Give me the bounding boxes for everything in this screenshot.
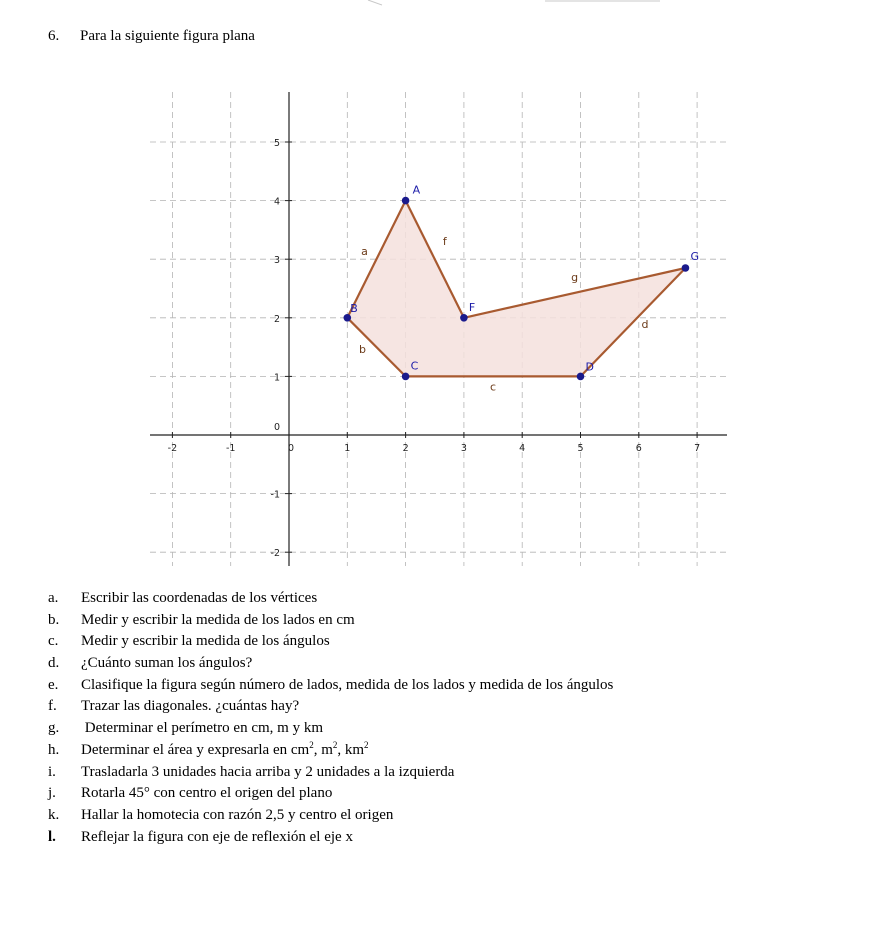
task-text: , km xyxy=(337,741,365,758)
point-label-F: F xyxy=(468,300,476,314)
task-superscript: 2 xyxy=(332,739,338,750)
task-text: Rotarla 45° con centro el origen del plano xyxy=(81,785,333,802)
task-item xyxy=(48,783,613,805)
task-text: Medir y escribir la medida de los lados en cm xyxy=(81,611,355,628)
task-superscript: 2 xyxy=(309,739,314,750)
y-tick-label: -1 xyxy=(270,489,280,501)
y-tick-label: 1 xyxy=(273,372,280,384)
question-prompt: Para la siguiente figura plana xyxy=(80,28,255,44)
segment-label-d: d xyxy=(641,318,649,332)
x-tick-label: 1 xyxy=(344,443,351,454)
task-letter: a. xyxy=(48,590,59,606)
task-text: ¿Cuánto suman los ángulos? xyxy=(81,655,253,672)
point-label-D: D xyxy=(585,360,594,374)
task-text: Reflejar la figura con eje de reflexión el eje x xyxy=(81,828,353,845)
task-text: Trasladarla 3 unidades hacia arriba y 2 unidades a la izquierda xyxy=(81,763,455,780)
y-tick-label: 4 xyxy=(273,196,280,208)
x-tick-label: -1 xyxy=(225,443,236,454)
segment-label-g: g xyxy=(571,270,579,284)
task-list xyxy=(48,588,613,848)
point-B xyxy=(344,314,352,322)
task-item xyxy=(48,827,613,849)
segment-label-f: f xyxy=(442,235,447,249)
x-tick-label: 0 xyxy=(287,443,295,454)
point-D xyxy=(577,373,585,381)
task-letter: k. xyxy=(48,806,60,823)
task-item xyxy=(48,588,613,610)
task-text: , m xyxy=(313,741,333,758)
x-tick-label: 4 xyxy=(519,443,526,454)
task-letter: d. xyxy=(48,655,60,672)
point-G xyxy=(682,264,690,272)
task-letter: j. xyxy=(48,785,56,802)
task-letter: c. xyxy=(48,633,59,650)
x-tick-label: 3 xyxy=(460,443,467,454)
task-letter: l. xyxy=(48,828,56,845)
task-text: Medir y escribir la medida de los ángulos xyxy=(81,633,330,650)
task-letter: h. xyxy=(48,741,60,758)
segment-label-a: a xyxy=(361,245,368,259)
task-item xyxy=(48,805,613,827)
task-item xyxy=(48,653,613,675)
polygon-fill xyxy=(347,201,685,377)
task-letter: i. xyxy=(48,763,56,780)
point-F xyxy=(460,314,468,322)
task-item xyxy=(48,696,613,718)
x-tick-label: 6 xyxy=(635,443,642,454)
point-A xyxy=(402,197,410,205)
segment-label-b: b xyxy=(358,343,366,357)
task-item xyxy=(48,740,613,762)
point-label-A: A xyxy=(412,183,421,197)
task-item xyxy=(48,762,613,784)
segment-label-c: c xyxy=(490,380,497,394)
y-tick-label: 2 xyxy=(273,313,280,325)
task-letter: f. xyxy=(48,698,57,715)
y-tick-label: 3 xyxy=(273,255,280,267)
y-tick-label: -2 xyxy=(270,548,280,560)
point-label-G: G xyxy=(690,249,699,263)
task-text: Escribir las coordenadas de los vértices xyxy=(81,590,318,606)
x-tick-label: -2 xyxy=(167,443,178,454)
point-C xyxy=(402,373,410,381)
task-item xyxy=(48,718,613,740)
task-text: Clasifique la figura según número de lados, medida de los lados y medida de los ángulos xyxy=(81,676,614,693)
task-item xyxy=(48,610,613,632)
task-text: Determinar el área y expresarla en cm xyxy=(81,741,310,758)
point-label-C: C xyxy=(410,359,419,373)
x-tick-label: 2 xyxy=(402,443,409,454)
task-letter: e. xyxy=(48,676,59,693)
task-text: Hallar la homotecia con razón 2,5 y centro el origen xyxy=(81,806,394,823)
y-tick-label: 0 xyxy=(273,422,280,433)
task-item xyxy=(48,675,613,697)
task-letter: b. xyxy=(48,611,60,628)
task-letter: g. xyxy=(48,720,60,737)
point-label-B: B xyxy=(350,301,358,315)
task-text: Determinar el perímetro en cm, m y km xyxy=(81,720,323,737)
x-tick-label: 5 xyxy=(577,443,584,454)
task-superscript: 2 xyxy=(364,739,369,750)
task-item xyxy=(48,631,613,653)
question-number: 6. xyxy=(48,28,60,44)
x-tick-label: 7 xyxy=(694,443,701,454)
y-tick-label: 5 xyxy=(273,138,280,149)
task-text: Trazar las diagonales. ¿cuántas hay? xyxy=(81,698,300,715)
